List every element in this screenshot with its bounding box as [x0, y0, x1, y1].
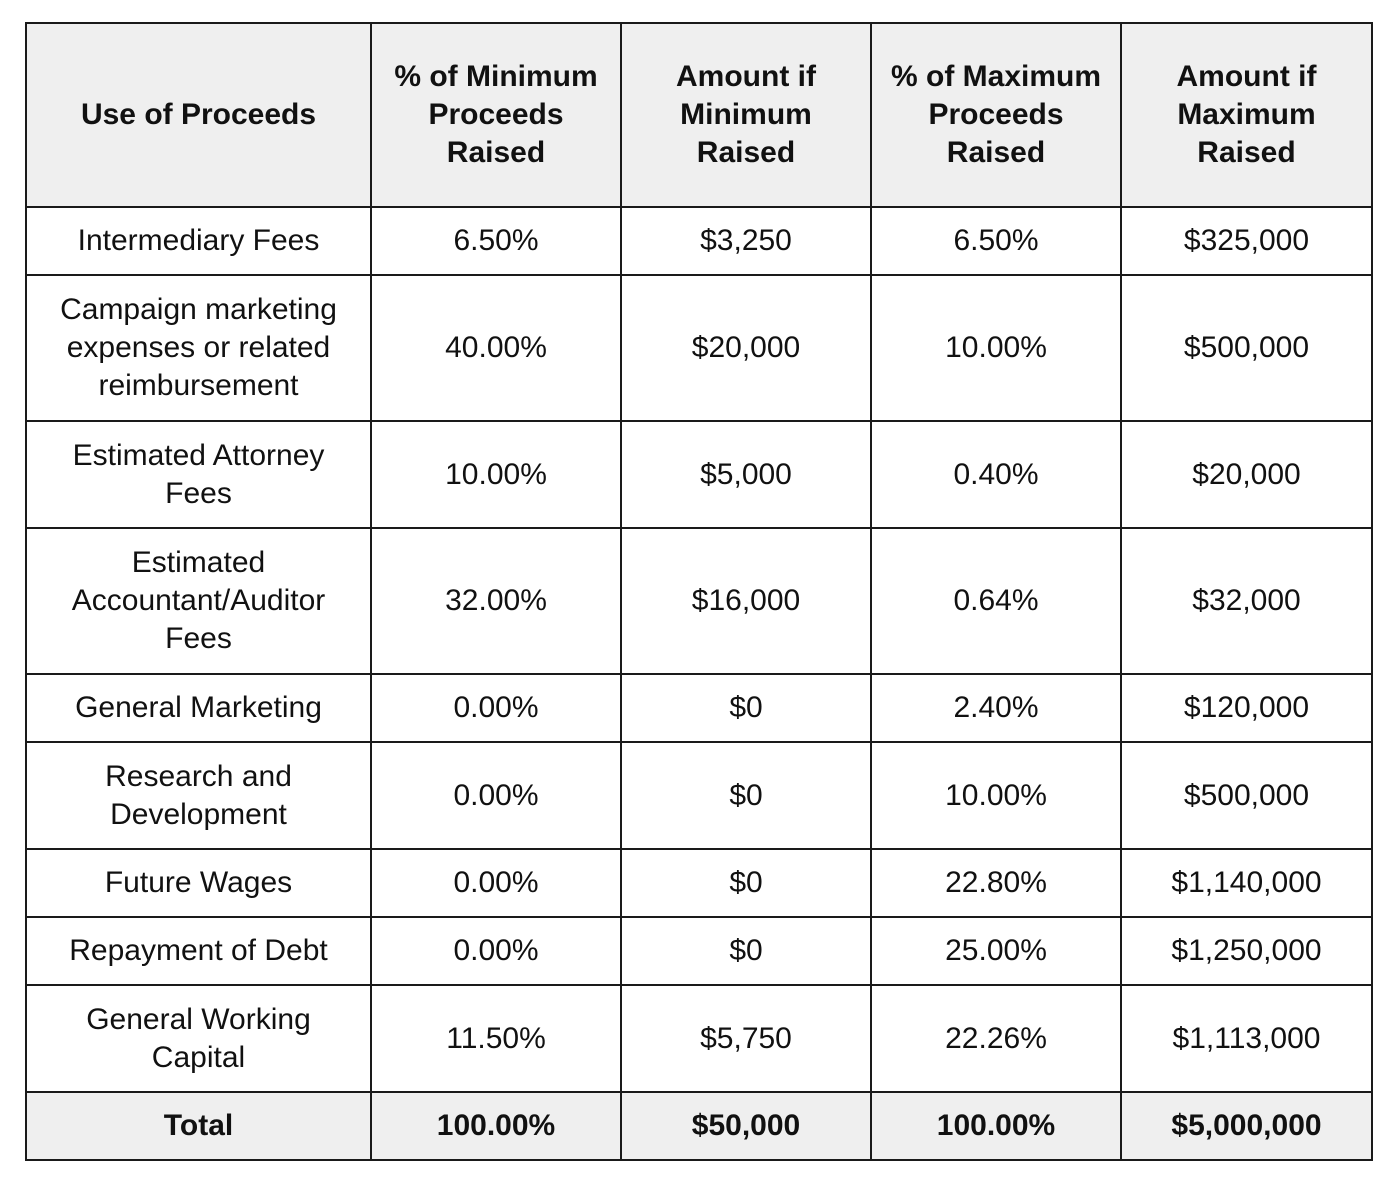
table-row: [26, 528, 1372, 674]
header-pct-min: % of Minimum Proceeds Raised: [371, 23, 621, 207]
amount-min-cell: $0: [621, 849, 871, 917]
amount-max-cell: $32,000: [1121, 528, 1372, 674]
pct-min-cell: 0.00%: [371, 674, 621, 742]
amount-max-cell: $120,000: [1121, 674, 1372, 742]
amount-max-cell: $1,140,000: [1121, 849, 1372, 917]
amount-min-cell: $3,250: [621, 207, 871, 275]
header-amount-max: Amount if Maximum Raised: [1121, 23, 1372, 207]
table-row: [26, 275, 1372, 421]
total-label: Total: [26, 1092, 371, 1160]
table-row: [26, 917, 1372, 985]
use-cell: General Working Capital: [26, 985, 371, 1092]
amount-min-cell: $0: [621, 742, 871, 849]
total-row: [26, 1092, 1372, 1160]
amount-max-cell: $325,000: [1121, 207, 1372, 275]
use-cell: Estimated Attorney Fees: [26, 421, 371, 528]
total-amount-max: $5,000,000: [1121, 1092, 1372, 1160]
amount-max-cell: $20,000: [1121, 421, 1372, 528]
pct-min-cell: 6.50%: [371, 207, 621, 275]
pct-min-cell: 11.50%: [371, 985, 621, 1092]
amount-min-cell: $5,000: [621, 421, 871, 528]
table-row: [26, 985, 1372, 1092]
pct-max-cell: 10.00%: [871, 275, 1121, 421]
amount-min-cell: $20,000: [621, 275, 871, 421]
pct-max-cell: 22.26%: [871, 985, 1121, 1092]
header-amount-min: Amount if Minimum Raised: [621, 23, 871, 207]
pct-max-cell: 6.50%: [871, 207, 1121, 275]
table-row: [26, 849, 1372, 917]
pct-min-cell: 32.00%: [371, 528, 621, 674]
pct-max-cell: 25.00%: [871, 917, 1121, 985]
table-row: [26, 207, 1372, 275]
use-cell: Estimated Accountant/Auditor Fees: [26, 528, 371, 674]
pct-min-cell: 0.00%: [371, 742, 621, 849]
pct-max-cell: 0.40%: [871, 421, 1121, 528]
header-row: [26, 23, 1372, 207]
pct-max-cell: 0.64%: [871, 528, 1121, 674]
amount-max-cell: $500,000: [1121, 275, 1372, 421]
pct-max-cell: 22.80%: [871, 849, 1121, 917]
amount-min-cell: $5,750: [621, 985, 871, 1092]
pct-min-cell: 0.00%: [371, 917, 621, 985]
total-pct-min: 100.00%: [371, 1092, 621, 1160]
table-row: [26, 674, 1372, 742]
amount-min-cell: $0: [621, 917, 871, 985]
use-of-proceeds-table: [25, 22, 1373, 1161]
amount-min-cell: $0: [621, 674, 871, 742]
header-pct-max: % of Maximum Proceeds Raised: [871, 23, 1121, 207]
use-cell: Research and Development: [26, 742, 371, 849]
total-amount-min: $50,000: [621, 1092, 871, 1160]
use-cell: Campaign marketing expenses or related reimbursement: [26, 275, 371, 421]
amount-min-cell: $16,000: [621, 528, 871, 674]
amount-max-cell: $1,113,000: [1121, 985, 1372, 1092]
table-row: [26, 421, 1372, 528]
table-row: [26, 742, 1372, 849]
pct-max-cell: 2.40%: [871, 674, 1121, 742]
total-pct-max: 100.00%: [871, 1092, 1121, 1160]
header-use-of-proceeds: Use of Proceeds: [26, 23, 371, 207]
amount-max-cell: $1,250,000: [1121, 917, 1372, 985]
use-cell: Repayment of Debt: [26, 917, 371, 985]
use-cell: Future Wages: [26, 849, 371, 917]
pct-max-cell: 10.00%: [871, 742, 1121, 849]
pct-min-cell: 0.00%: [371, 849, 621, 917]
use-cell: Intermediary Fees: [26, 207, 371, 275]
pct-min-cell: 10.00%: [371, 421, 621, 528]
pct-min-cell: 40.00%: [371, 275, 621, 421]
use-cell: General Marketing: [26, 674, 371, 742]
amount-max-cell: $500,000: [1121, 742, 1372, 849]
